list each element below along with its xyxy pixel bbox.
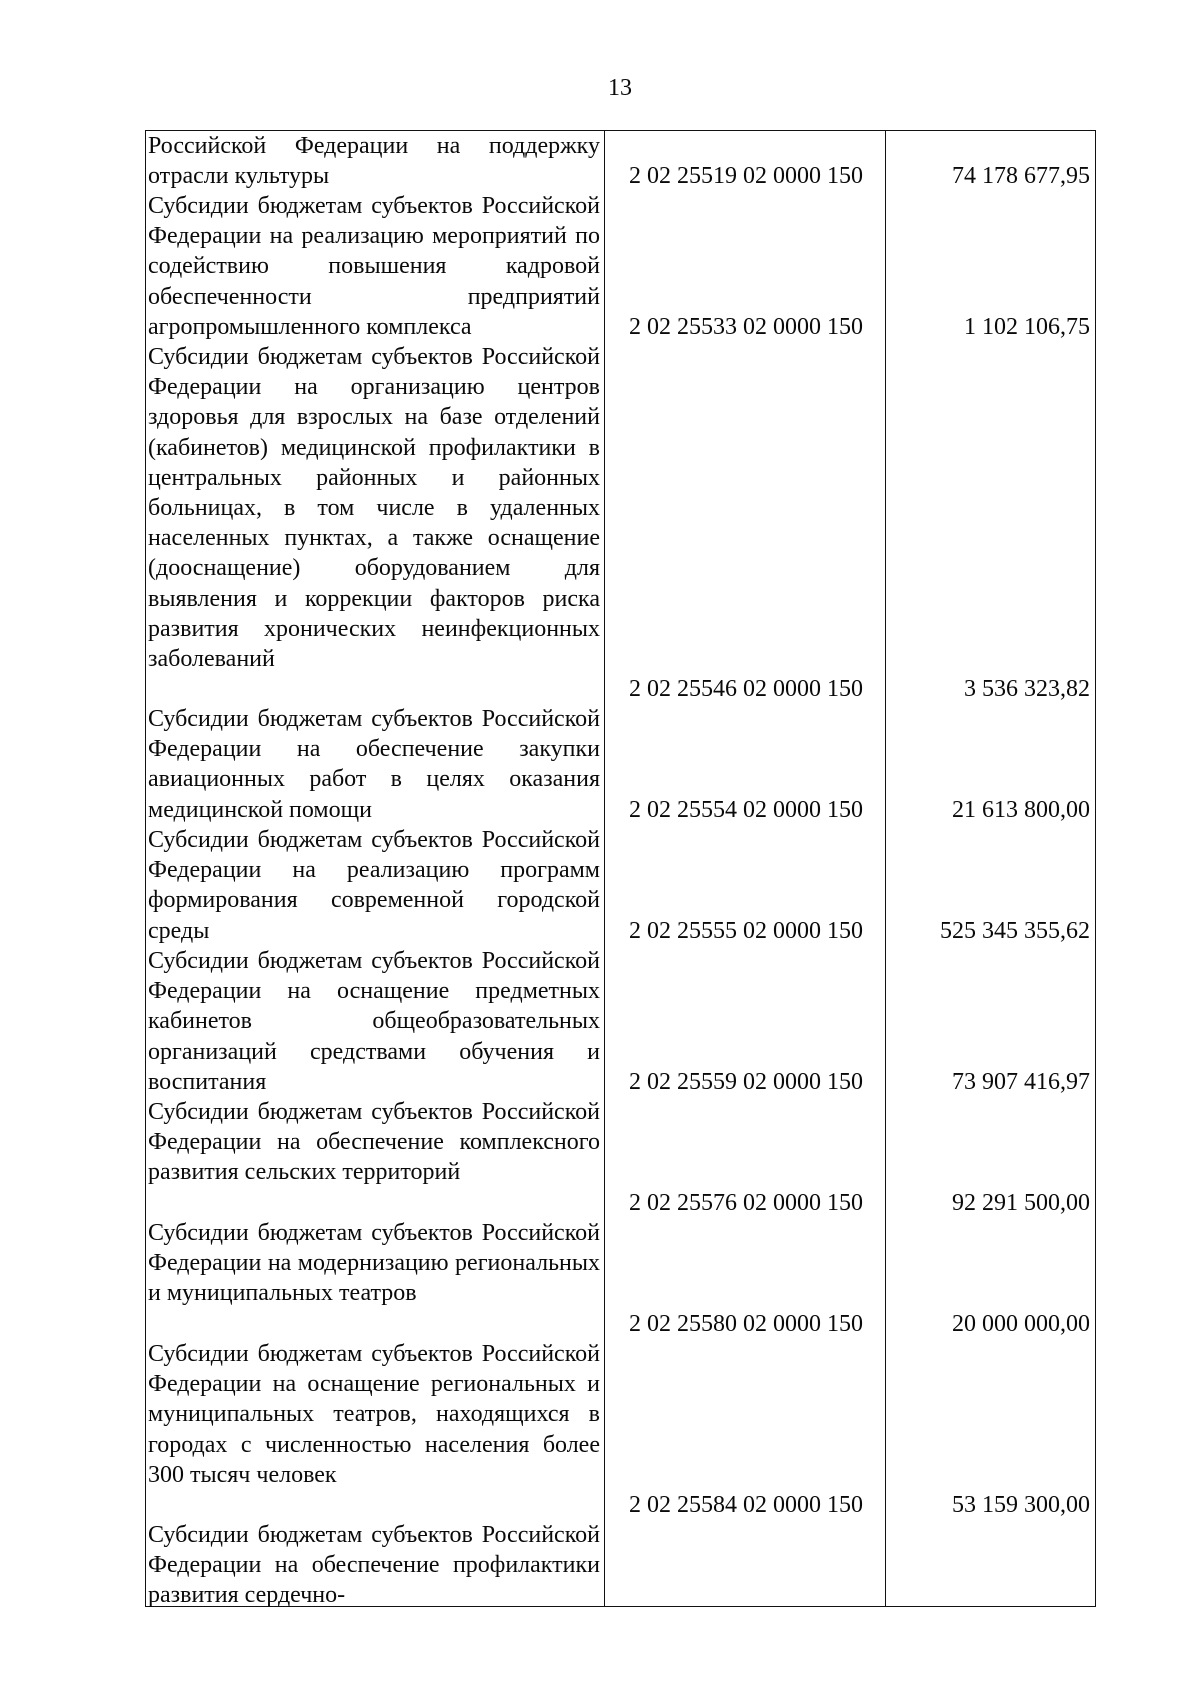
row-description: Субсидии бюджетам субъектов Российской Федерации на реализацию программ формирования современной городской среды: [148, 827, 600, 944]
row-code: 2 02 25580 02 0000 150: [629, 1310, 863, 1337]
row-description: Субсидии бюджетам субъектов Российской Федерации на реализацию мероприятий по содействию повышения кадровой обеспеченности предприятий агропромышленного комплекса: [148, 193, 600, 340]
row-code: 2 02 25559 02 0000 150: [629, 1068, 863, 1095]
row-amount: 53 159 300,00: [952, 1491, 1090, 1518]
row-amount: 74 178 677,95: [952, 162, 1090, 189]
row-amount: 1 102 106,75: [964, 313, 1090, 340]
table-row: [148, 1218, 1094, 1339]
row-description: Субсидии бюджетам субъектов Российской Федерации на организацию центров здоровья для взрослых на базе отделений (кабинетов) медицинской профилактики в центральных районных и районных больницах, в том числе в удаленных населенных пунктах, а также оснащение (дооснащение) оборудованием для выявления и коррекции факторов риска развития хронических неинфекционных заболеваний: [148, 344, 600, 673]
row-description: Российской Федерации на поддержку отрасли культуры: [148, 133, 600, 190]
row-code: 2 02 25555 02 0000 150: [629, 917, 863, 944]
row-code: 2 02 25584 02 0000 150: [629, 1491, 863, 1518]
row-description: Субсидии бюджетам субъектов Российской Федерации на обеспечение комплексного развития сельских территорий: [148, 1099, 600, 1186]
table-row: [148, 342, 1094, 704]
row-description: Субсидии бюджетам субъектов Российской Федерации на обеспечение закупки авиационных работ в целях оказания медицинской помощи: [148, 706, 600, 823]
page-number: 13: [608, 75, 632, 101]
row-amount: 92 291 500,00: [952, 1189, 1090, 1216]
table-row: [148, 1520, 1094, 1609]
table-row: [148, 131, 1094, 191]
row-amount: 525 345 355,62: [940, 917, 1090, 944]
row-description: Субсидии бюджетам субъектов Российской Федерации на модернизацию региональных и муниципальных театров: [148, 1220, 600, 1307]
table-row: [148, 704, 1094, 825]
row-code: 2 02 25519 02 0000 150: [629, 162, 863, 189]
row-amount: 3 536 323,82: [964, 675, 1090, 702]
row-code: 2 02 25554 02 0000 150: [629, 796, 863, 823]
row-amount: 21 613 800,00: [952, 796, 1090, 823]
row-amount: 73 907 416,97: [952, 1068, 1090, 1095]
row-description: Субсидии бюджетам субъектов Российской Федерации на обеспечение профилактики развития сердечно-: [148, 1522, 600, 1609]
table-row: [148, 1097, 1094, 1218]
row-code: 2 02 25576 02 0000 150: [629, 1189, 863, 1216]
row-description: Субсидии бюджетам субъектов Российской Федерации на оснащение региональных и муниципальных театров, находящихся в городах с численностью населения более 300 тысяч человек: [148, 1341, 600, 1488]
table-row: [148, 825, 1094, 946]
table-row: [148, 191, 1094, 342]
row-amount: 20 000 000,00: [952, 1310, 1090, 1337]
table-row: [148, 946, 1094, 1097]
row-code: 2 02 25533 02 0000 150: [629, 313, 863, 340]
table-row: [148, 1339, 1094, 1520]
row-description: Субсидии бюджетам субъектов Российской Федерации на оснащение предметных кабинетов общеобразовательных организаций средствами обучения и воспитания: [148, 948, 600, 1095]
row-code: 2 02 25546 02 0000 150: [629, 675, 863, 702]
